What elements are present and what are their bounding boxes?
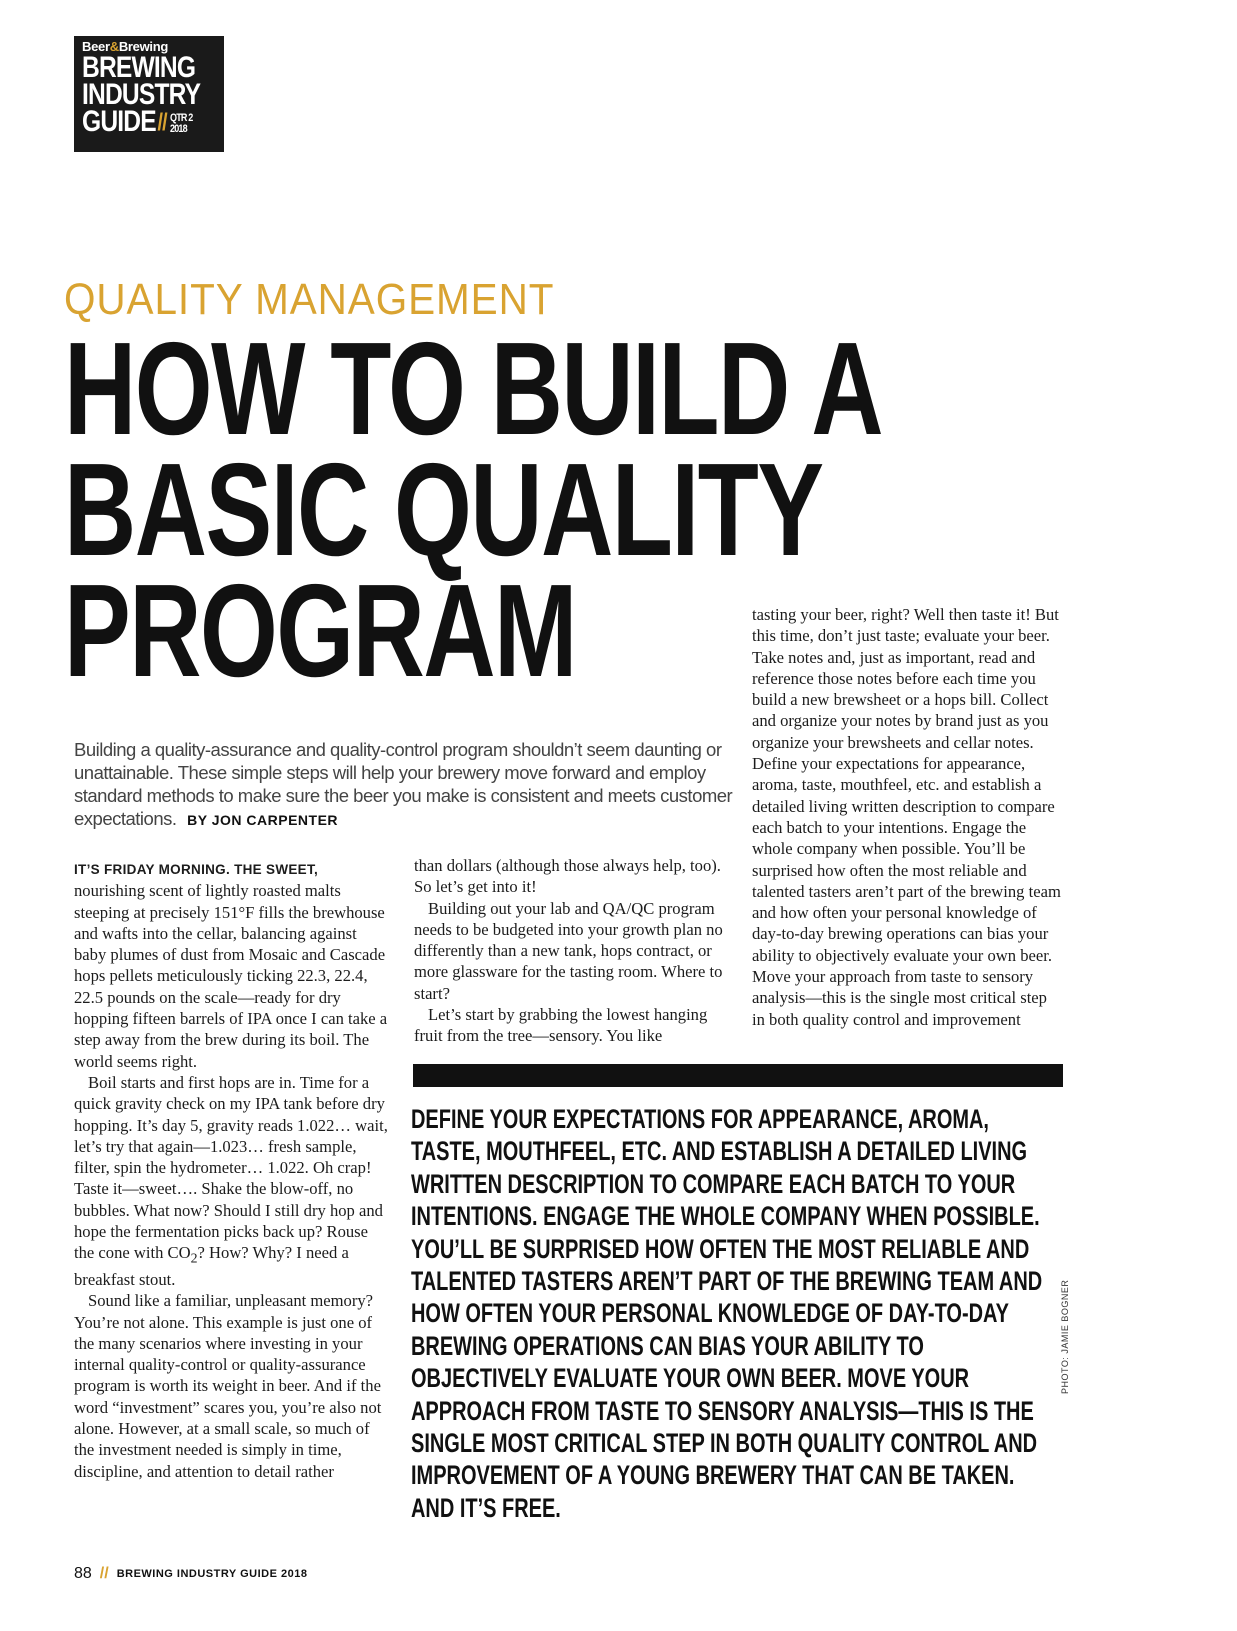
headline-line: HOW TO BUILD A — [64, 315, 883, 462]
footer-divider: // — [99, 1565, 109, 1582]
article-deck — [74, 738, 734, 832]
headline-line: BASIC QUALITY — [64, 436, 823, 583]
page-footer — [74, 1563, 307, 1585]
logo-issue: QTR 2 2018 — [170, 112, 193, 135]
lead-in: IT’S FRIDAY MORNING. THE SWEET, — [74, 862, 319, 877]
body-column-2 — [414, 855, 726, 1047]
body-paragraph: tasting your beer, right? Well then taste it! But this time, don’t just taste; evaluate your beer. Take notes and, just as important, read and reference those notes before each time you build a new brewsheet or a hops bill. Collect and organize your notes by brand just as you organize your brewsheets and cellar notes. Define your expectations for appearance, aroma, taste, mouthfeel, etc. and establish a detailed living written description to compare each batch to your intentions. Engage the whole company when possible. You’ll be surprised how often the most reliable and talented tasters aren’t part of the brewing team and how often your personal knowledge of day-to-day brewing operations can bias your ability to objectively evaluate your own beer. Move your approach from taste to sensory analysis—this is the single most critical step in both quality control and improvement — [752, 605, 1061, 1029]
logo-line-brewing: BREWING — [82, 51, 196, 84]
logo-divider: // — [157, 109, 167, 136]
logo-line-industry: INDUSTRY — [82, 78, 201, 111]
footer-publication: BREWING INDUSTRY GUIDE 2018 — [116, 1568, 308, 1580]
article-kicker: QUALITY MANAGEMENT — [64, 275, 555, 324]
body-paragraph: than dollars (although those always help, too). So let’s get into it! — [414, 856, 721, 897]
byline: BY JON CARPENTER — [187, 812, 339, 828]
page-number: 88 — [74, 1565, 92, 1582]
body-column-3 — [752, 604, 1064, 1030]
pull-quote-bar — [413, 1064, 1063, 1087]
body-column-1 — [74, 858, 392, 1482]
body-paragraph: IT’S FRIDAY MORNING. THE SWEET, nourishing scent of lightly roasted malts steeping at precisely 151°F fills the brewhouse and wafts into the cellar, balancing against baby plumes of dust from Mosaic and Cascade hops pellets meticulously ticking 22.3, 22.4, 22.5 pounds on the scale—ready for dry hopping fifteen barrels of IPA once I can take a step away from the brew during its boil. The world seems right. — [74, 862, 388, 1071]
headline-line: PROGRAM — [64, 557, 576, 704]
body-paragraph: Let’s start by grabbing the lowest hanging fruit from the tree—sensory. You like — [414, 1005, 708, 1046]
photo-credit: PHOTO: JAMIE BOGNER — [1060, 1279, 1070, 1394]
body-paragraph: Boil starts and first hops are in. Time for a quick gravity check on my IPA tank before dry hopping. It’s day 5, gravity reads 1.022… wait, let’s try that again—1.023… fresh sample, filter, spin the hydrometer… 1.022. Oh crap! Taste it—sweet…. Shake the blow-off, no bubbles. What now? Should I still dry hop and hope the fermentation picks back up? Rouse the cone with $CO_2$? How? Why? I need a breakfast stout. — [74, 1072, 388, 1289]
deck-text: Building a quality-assurance and quality-control program shouldn’t seem daunting or unattainable. These simple steps will help your brewery move forward and employ standard methods to make sure the beer you make is consistent and meets customer expectations. — [74, 739, 733, 829]
body-paragraph: Sound like a familiar, unpleasant memory? You’re not alone. This example is just one of the many scenarios where investing in your internal quality-control or quality-assurance program is worth its weight in beer. And if the word “investment” scares you, you’re also not alone. However, at a small scale, so much of the investment needed is simply in time, discipline, and attention to detail rather — [74, 1291, 382, 1481]
logo-line-guide: GUIDE // QTR 2 2018 — [82, 105, 193, 138]
logo-publication: Beer&Brewing — [82, 39, 168, 54]
masthead-logo — [74, 36, 224, 152]
body-paragraph: Building out your lab and QA/QC program needs to be budgeted into your growth plan no differently than a new tank, hops contract, or more glassware for the tasting room. Where to start? — [414, 898, 723, 1003]
pull-quote: DEFINE YOUR EXPECTATIONS FOR APPEARANCE, AROMA, TASTE, MOUTHFEEL, ETC. AND ESTABLISH A DETAILED LIVING WRITTEN DESCRIPTION TO COMPARE EACH BATCH TO YOUR INTENTIONS. ENGAGE THE WHOLE COMPANY WHEN POSSIBLE. YOU’LL BE SURPRISED HOW OFTEN THE MOST RELIABLE AND TALENTED TASTERS AREN’T PART OF THE BREWING TEAM AND HOW OFTEN YOUR PERSONAL KNOWLEDGE OF DAY-TO-DAY BREWING OPERATIONS CAN BIAS YOUR ABILITY TO OBJECTIVELY EVALUATE YOUR OWN BEER. MOVE YOUR APPROACH FROM TASTE TO SENSORY ANALYSIS—THIS IS THE SINGLE MOST CRITICAL STEP IN BOTH QUALITY CONTROL AND IMPROVEMENT OF A YOUNG BREWERY THAT CAN BE TAKEN. AND IT’S FREE. — [411, 1104, 1043, 1523]
